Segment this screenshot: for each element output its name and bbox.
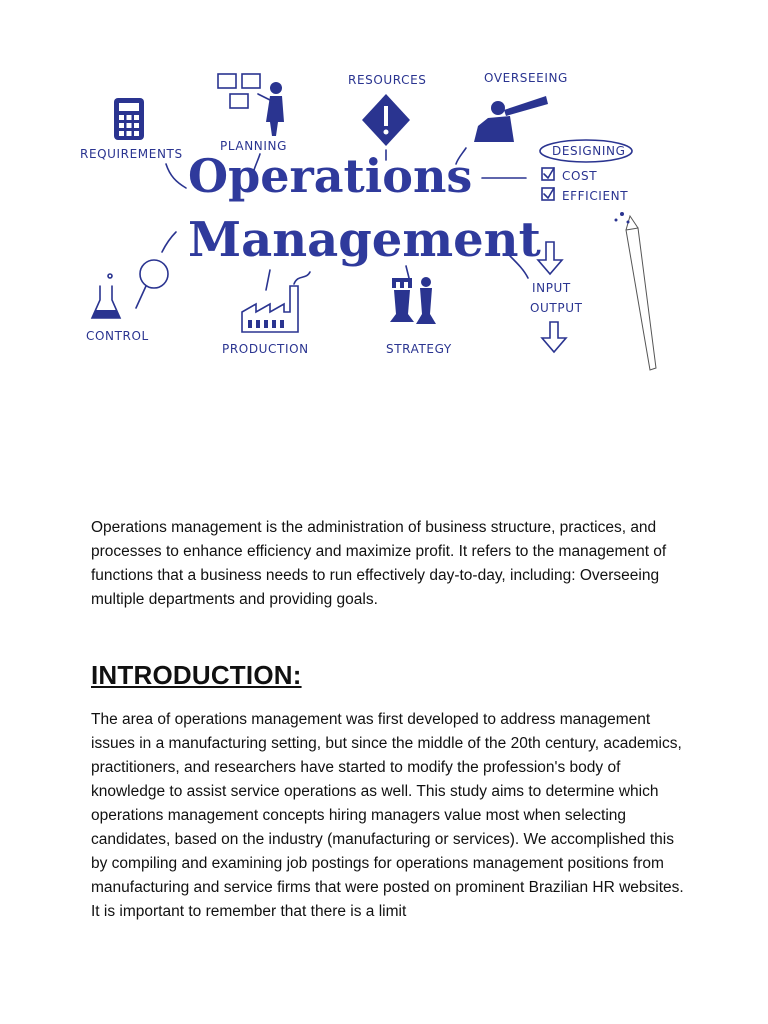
intro-paragraph <box>91 516 691 612</box>
warning-diamond-icon <box>362 94 410 146</box>
operations-management-illustration <box>70 60 670 380</box>
label-overseeing: OVERSEEING <box>484 71 568 85</box>
body-paragraph <box>91 708 691 924</box>
label-cost: COST <box>562 169 598 183</box>
label-production: PRODUCTION <box>222 342 309 356</box>
checkbox-efficient-icon <box>542 188 554 200</box>
label-output: OUTPUT <box>530 301 583 315</box>
chess-pieces-icon <box>390 277 436 324</box>
telescope-person-icon <box>474 96 548 142</box>
magnifier-icon <box>136 260 168 308</box>
body-paragraph-text: The area of operations management was first developed to address management issues in a manufacturing setting, but since the middle of the 20th century, academics, practitioners, and researchers have started to modify the profession's body of knowledge to assist service operations as well. This study aims to determine which operations management concepts hiring managers value most when selecting candidates, based on the industry (manufacturing or services). We accomplished this by compiling and examining job postings for operations management positions from manufacturing and service firms that were posted on prominent Brazilian HR websites. It is important to remember that there is a limit <box>91 711 684 920</box>
factory-icon <box>242 272 310 332</box>
planning-icon <box>218 74 284 136</box>
title-management: Management <box>188 212 541 268</box>
label-requirements: REQUIREMENTS <box>80 147 183 161</box>
output-arrow-icon <box>542 322 566 352</box>
title-operations: Operations <box>188 149 473 203</box>
input-arrow-icon <box>538 242 562 274</box>
label-resources: RESOURCES <box>348 73 427 87</box>
label-input: INPUT <box>532 281 571 295</box>
label-designing: DESIGNING <box>552 144 626 158</box>
label-control: CONTROL <box>86 329 149 343</box>
calculator-icon <box>114 98 144 140</box>
flask-icon <box>92 274 120 318</box>
section-heading: INTRODUCTION: <box>91 660 302 690</box>
checkbox-cost-icon <box>542 168 554 180</box>
label-strategy: STRATEGY <box>386 342 452 356</box>
label-efficient: EFFICIENT <box>562 189 629 203</box>
label-planning: PLANNING <box>220 139 287 153</box>
intro-paragraph-text: Operations management is the administration of business structure, practices, and processes to enhance efficiency and maximize profit. It refers to the management of functions that a business needs to run effectively day-to-day, including: Overseeing multiple departments and providing goals. <box>91 519 667 608</box>
pencil-icon <box>615 212 657 370</box>
